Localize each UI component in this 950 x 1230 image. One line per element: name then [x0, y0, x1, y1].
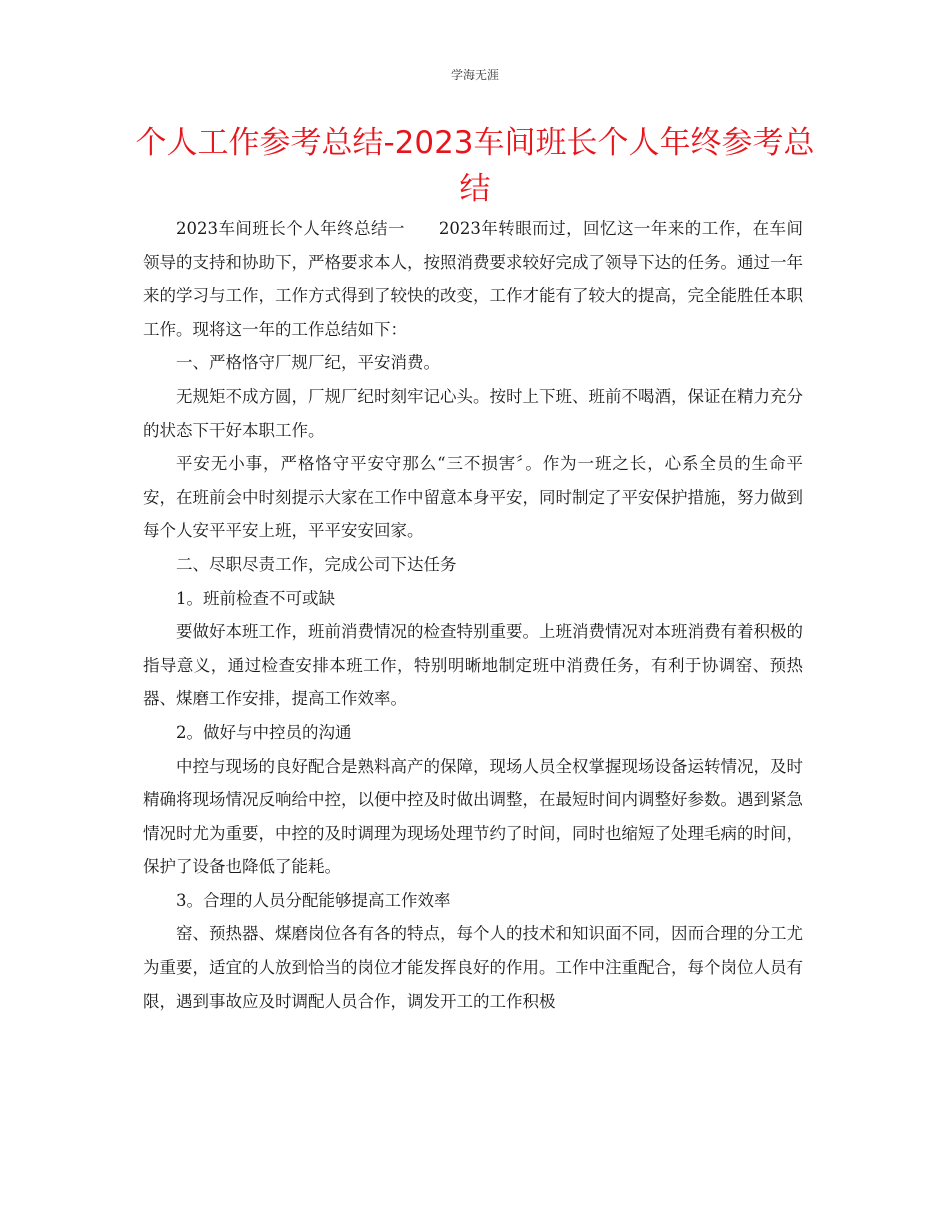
document-body [143, 212, 803, 1018]
subsection-heading: 2。做好与中控员的沟通 [176, 722, 352, 742]
paragraph: 中控与现场的良好配合是熟料高产的保障，现场人员全权掌握现场设备运转情况，及时精确将现场情况反响给中控，以便中控及时做出调整，在最短时间内调整好参数。遇到紧急情况时尤为重要，中控的及时调理为现场处理节约了时间，同时也缩短了处理毛病的时间，保护了设备也降低了能耗。 [143, 756, 803, 877]
page-header: 学海无涯 [450, 68, 499, 82]
subsection-heading: 1。班前检查不可或缺 [176, 588, 335, 608]
paragraph: 无规矩不成方圆，厂规厂纪时刻牢记心头。按时上下班、班前不喝酒，保证在精力充分的状态下干好本职工作。 [143, 386, 803, 440]
section-heading: 一、严格恪守厂规厂纪，平安消费。 [176, 353, 440, 373]
document-title: 个人工作参考总结-2023车间班长个人年终参考总结 [135, 125, 815, 207]
paragraph: 2023车间班长个人年终总结一 2023年转眼而过，回忆这一年来的工作，在车间领导的支持和协助下，严格要求本人，按照消费要求较好完成了领导下达的任务。通过一年来的学习与工作，工作方式得到了较快的改变，工作才能有了较大的提高，完全能胜任本职工作。现将这一年的工作总结如下： [143, 219, 803, 339]
section-heading: 二、尽职尽责工作，完成公司下达任务 [176, 554, 457, 574]
subsection-heading: 3。合理的人员分配能够提高工作效率 [176, 890, 451, 910]
paragraph: 平安无小事，严格恪守平安守那么“三不损害〞。作为一班之长，心系全员的生命平安，在班前会中时刻提示大家在工作中留意本身平安，同时制定了平安保护措施，努力做到每个人安平平安上班，平平安安回家。 [143, 454, 803, 541]
paragraph: 窑、预热器、煤磨岗位各有各的特点，每个人的技术和知识面不同，因而合理的分工尤为重要，适宜的人放到恰当的岗位才能发挥良好的作用。工作中注重配合，每个岗位人员有限，遇到事故应及时调配人员合作，调发开工的工作积极 [143, 924, 803, 1011]
paragraph: 要做好本班工作，班前消费情况的检查特别重要。上班消费情况对本班消费有着积极的指导意义，通过检查安排本班工作，特别明晰地制定班中消费任务，有利于协调窑、预热器、煤磨工作安排，提高工作效率。 [143, 622, 803, 709]
